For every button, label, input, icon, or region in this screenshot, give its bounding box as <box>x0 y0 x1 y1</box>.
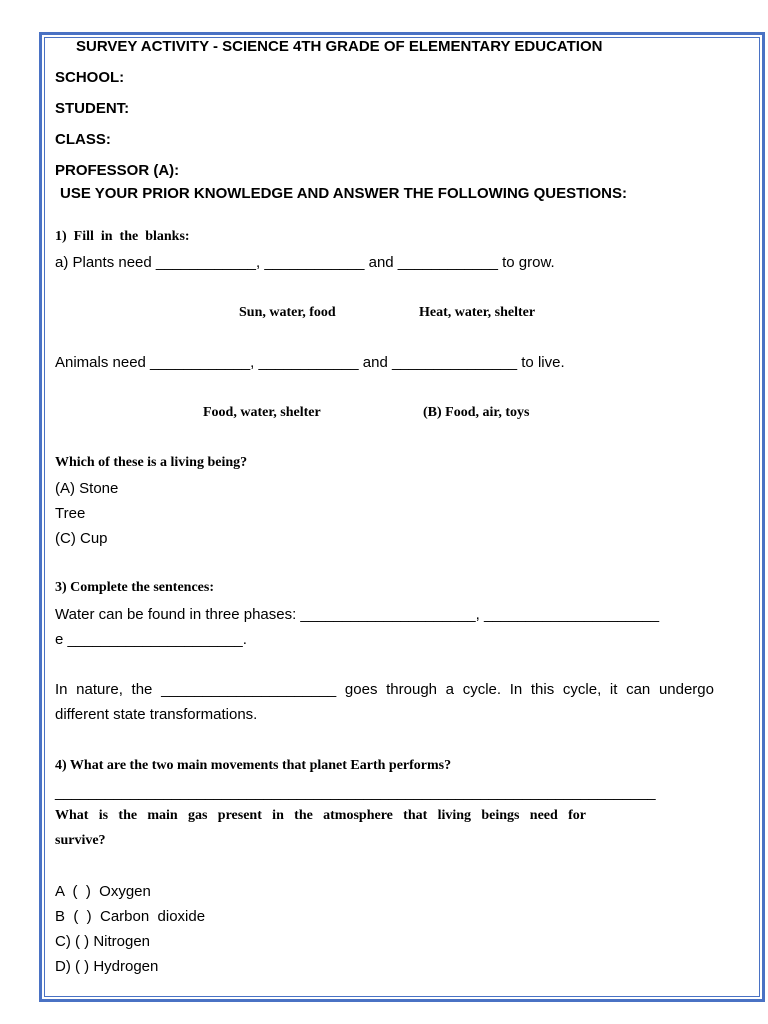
question-2-option-a: (A) Stone <box>55 480 119 497</box>
question-5-option-c: C) ( ) Nitrogen <box>55 933 151 950</box>
plants-option-2: Heat, water, shelter <box>419 305 536 320</box>
document-title: SURVEY ACTIVITY - SCIENCE 4TH GRADE OF ELEMENTARY EDUCATION <box>76 38 603 55</box>
question-4-answer-line: ________________________________________________________________________ <box>55 784 656 801</box>
instruction-heading: USE YOUR PRIOR KNOWLEDGE AND ANSWER THE FOLLOWING QUESTIONS: <box>60 185 627 202</box>
question-5-option-d: D) ( ) Hydrogen <box>55 958 159 975</box>
question-5-heading-line-1: What is the main gas present in the atmosphere that living beings need for <box>55 808 586 823</box>
school-field-label: SCHOOL: <box>55 69 125 86</box>
plants-option-1: Sun, water, food <box>239 305 336 320</box>
question-3-heading: 3) Complete the sentences: <box>55 580 215 595</box>
question-1b-animals-line: Animals need ____________, ____________ and _______________ to live. <box>55 354 565 371</box>
question-3-line-4: different state transformations. <box>55 706 258 723</box>
question-1a-plants-line: a) Plants need ____________, ____________ and ____________ to grow. <box>55 254 555 271</box>
question-2-option-c: (C) Cup <box>55 530 108 547</box>
animals-option-2: (B) Food, air, toys <box>423 405 530 420</box>
student-field-label: STUDENT: <box>55 100 130 117</box>
class-field-label: CLASS: <box>55 131 111 148</box>
question-2-heading: Which of these is a living being? <box>55 455 248 470</box>
question-5-option-b: B ( ) Carbon dioxide <box>55 908 206 925</box>
question-3-line-1: Water can be found in three phases: _____________________, _____________________ <box>55 606 660 623</box>
question-4-heading: 4) What are the two main movements that planet Earth performs? <box>55 758 452 773</box>
question-2-option-b: Tree <box>55 505 86 522</box>
question-3-line-3: In nature, the _____________________ goes through a cycle. In this cycle, it can undergo <box>55 681 714 698</box>
question-5-option-a: A ( ) Oxygen <box>55 883 151 900</box>
question-5-heading-line-2: survive? <box>55 833 106 848</box>
question-1-heading: 1) Fill in the blanks: <box>55 229 190 244</box>
animals-option-1: Food, water, shelter <box>203 405 321 420</box>
professor-field-label: PROFESSOR (A): <box>55 162 180 179</box>
question-3-line-2: e _____________________. <box>55 631 247 648</box>
page-border-inner <box>44 37 760 997</box>
